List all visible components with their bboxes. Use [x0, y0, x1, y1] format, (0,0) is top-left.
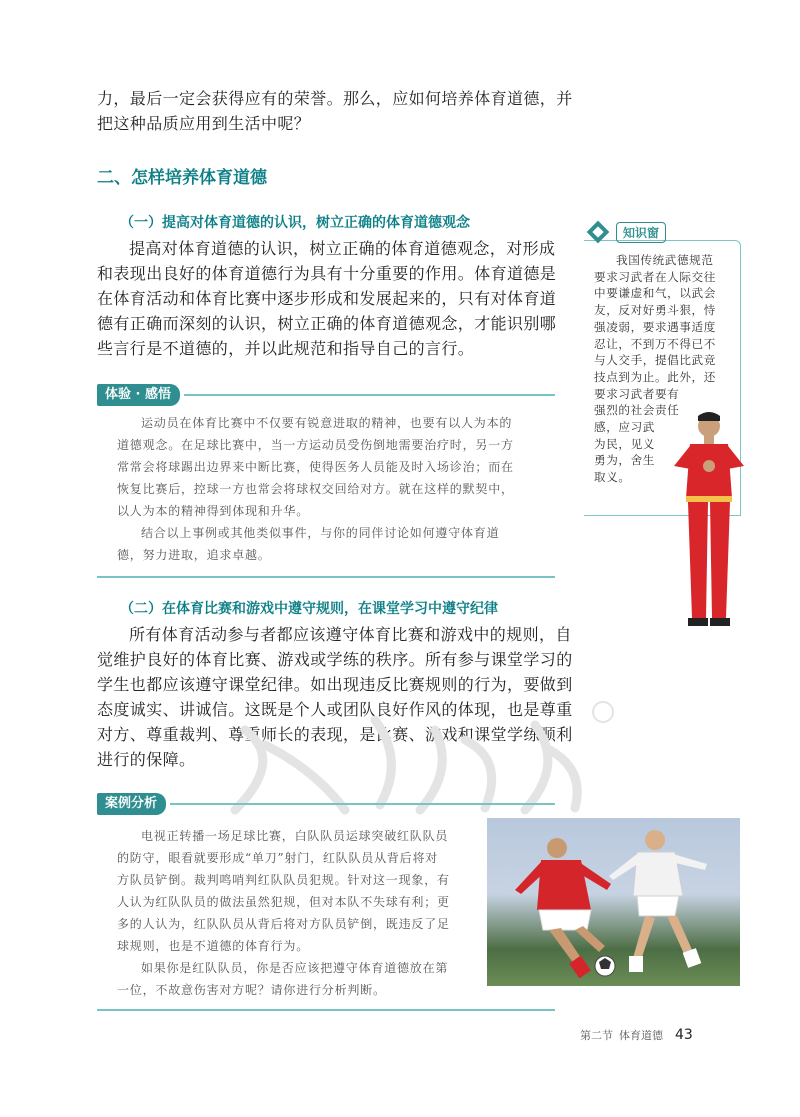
- intro-line: 力，最后一定会获得应有的荣誉。那么，应如何培养体育道德，并: [97, 89, 573, 108]
- paragraph-line: 觉维护良好的体育比赛、游戏或学练的秩序。所有参与课堂学习的: [97, 650, 573, 669]
- sidebar-line: 要求习武者在人际交往: [594, 269, 716, 284]
- sidebar-line: 强凌弱，要求遇事适度: [594, 319, 716, 334]
- soccer-players-illustration: [487, 818, 740, 986]
- subsection-2-title: （二）在体育比赛和游戏中遵守规则，在课堂学习中遵守纪律: [120, 601, 498, 617]
- experience-line: 常常会将球踢出边界来中断比赛，使得医务人员能及时入场诊治；而在: [117, 460, 514, 474]
- case-line: 球规则，也是不道德的体育行为。: [117, 939, 310, 953]
- intro-paragraph: [97, 86, 577, 136]
- paragraph-line: 德有正确而深刻的认识，树立正确的体育道德观念，才能识别哪: [97, 314, 557, 333]
- sidebar-line: 取义。: [594, 470, 631, 485]
- case-text: [97, 825, 487, 1001]
- experience-line: 结合以上事例或其他类似事件，与你的同伴讨论如何遵守体育道: [141, 526, 500, 540]
- subsection-1-title: （一）提高对体育道德的认识，树立正确的体育道德观念: [120, 215, 470, 231]
- soccer-photo: [487, 818, 740, 986]
- case-line: 多的人认为，红队队员从背后将对方队员铲倒，既违反了足: [117, 917, 450, 931]
- experience-line: 以人为本的精神得到体现和升华。: [117, 504, 310, 518]
- case-line: 如果你是红队队员，你是否应该把遵守体育道德放在第: [141, 961, 449, 975]
- paragraph-line: 和表现出良好的体育道德行为具有十分重要的作用。体育道德是: [97, 264, 557, 283]
- experience-label: 体验 · 感悟: [97, 384, 180, 406]
- sidebar-line: 感，应习武: [594, 420, 655, 435]
- sidebar-line: 我国传统武德规范: [616, 253, 714, 267]
- diamond-icon: [584, 218, 612, 246]
- knowledge-window-label: 知识窗: [616, 222, 666, 243]
- case-line: 的防守，眼看就要形成“单刀”射门，红队队员从背后将对: [117, 851, 439, 865]
- sidebar-line: 强烈的社会责任: [594, 403, 680, 418]
- footer-chapter: 体育道德: [619, 1029, 663, 1042]
- page-number: 43: [675, 1027, 693, 1043]
- box-top-rule: [184, 394, 555, 396]
- box-bottom-rule: [97, 1009, 555, 1011]
- martial-artist-illustration: [668, 408, 750, 638]
- paragraph-line: 些言行是不道德的，并以此规范和指导自己的言行。: [97, 339, 475, 358]
- sidebar-line: 勇为，舍生: [594, 453, 655, 468]
- case-line: 电视正转播一场足球比赛，白队队员运球突破红队队员: [141, 829, 449, 843]
- sidebar-line: 要求习武者要有: [594, 386, 680, 401]
- case-line: 人认为红队队员的做法虽然犯规，但对本队不失球有利；更: [117, 895, 450, 909]
- section-title: 二、怎样培养体育道德: [97, 168, 267, 188]
- box-bottom-rule: [97, 576, 555, 578]
- sidebar-line: 友，反对好勇斗狠，恃: [594, 303, 716, 318]
- box-top-rule: [170, 803, 555, 805]
- paragraph-line: 进行的保障。: [97, 750, 196, 769]
- experience-line: 恢复比赛后，控球一方也常会将球权交回给对方。就在这样的默契中，: [117, 482, 514, 496]
- paragraph-line: 在体育活动和体育比赛中逐步形成和发展起来的，只有对体育道: [97, 289, 557, 308]
- experience-line: 德，努力进取，追求卓越。: [117, 548, 271, 562]
- page-footer: [580, 1027, 693, 1043]
- case-label: 案例分析: [97, 793, 166, 815]
- sidebar-line: 中要谦虚和气，以武会: [594, 286, 716, 301]
- footer-section: 第二节: [580, 1029, 613, 1042]
- experience-line: 运动员在体育比赛中不仅要有锐意进取的精神，也要有以人为本的: [141, 416, 513, 430]
- paragraph-line: 学生也都应该遵守课堂纪律。如出现违反比赛规则的行为，要做到: [97, 675, 573, 694]
- sidebar-line: 忍让，不到万不得已不: [594, 336, 716, 351]
- intro-line: 把这种品质应用到生活中呢？: [97, 114, 311, 133]
- knowledge-window-header: [584, 218, 666, 246]
- paragraph-line: 提高对体育道德的认识，树立正确的体育道德观念，对形成: [129, 239, 556, 258]
- case-line: 方队员铲倒。裁判鸣哨判红队队员犯规。针对这一现象，有: [117, 873, 450, 887]
- experience-line: 道德观念。在足球比赛中，当一方运动员受伤倒地需要治疗时，另一方: [117, 438, 514, 452]
- paragraph-line: 态度诚实、讲诚信。这既是个人或团队良好作风的体现，也是尊重: [97, 700, 573, 719]
- experience-text: [97, 412, 555, 566]
- case-line: 一位，不故意伤害对方呢？请你进行分析判断。: [117, 983, 386, 997]
- sidebar-line: 为民，见义: [594, 436, 655, 451]
- experience-box: [97, 384, 555, 578]
- sidebar-line: 技点到为止。此外，还: [594, 369, 716, 384]
- sidebar-line: 与人交手，提倡比武竞: [594, 353, 716, 368]
- subsection-1-paragraph: [97, 236, 575, 361]
- paragraph-line: 对方、尊重裁判、尊重师长的表现，是比赛、游戏和课堂学练顺利: [97, 725, 573, 744]
- paragraph-line: 所有体育活动参与者都应该遵守体育比赛和游戏中的规则，自: [129, 625, 572, 644]
